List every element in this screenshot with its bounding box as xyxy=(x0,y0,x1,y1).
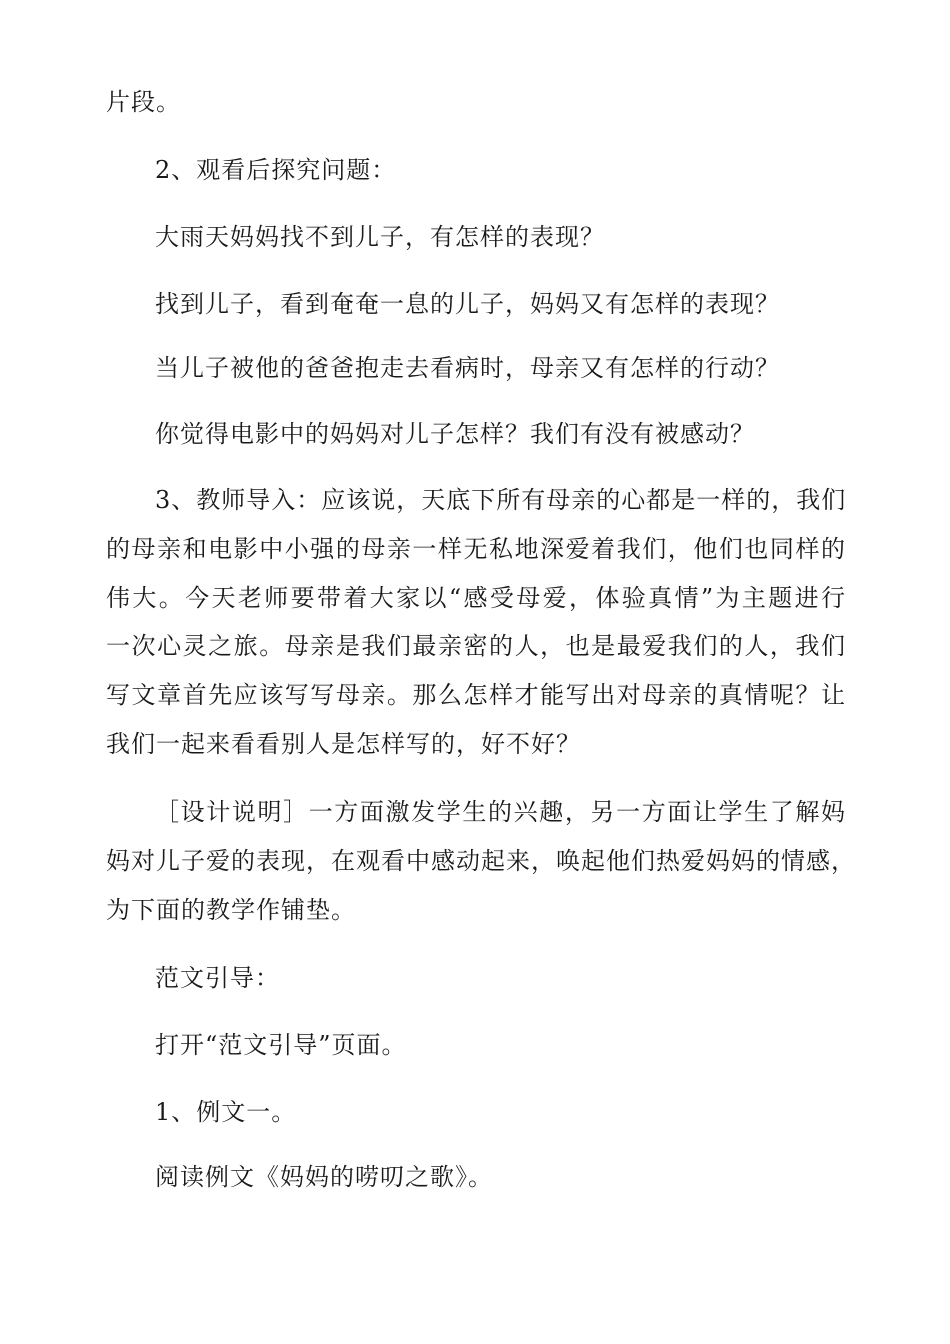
question-line: 大雨天妈妈找不到儿子，有怎样的表现？ xyxy=(155,223,605,251)
paragraph-line: 我们一起来看看别人是怎样写的，好不好？ xyxy=(106,730,581,758)
section-heading: 2、观看后探究问题： xyxy=(155,156,397,184)
design-note-line: 为下面的教学作铺垫。 xyxy=(106,896,356,924)
question-line: 当儿子被他的爸爸抱走去看病时，母亲又有怎样的行动？ xyxy=(155,354,780,382)
question-line: 找到儿子，看到奄奄一息的儿子，妈妈又有怎样的表现？ xyxy=(155,290,780,318)
paragraph-line: 的母亲和电影中小强的母亲一样无私地深爱着我们，他们也同样的 xyxy=(106,535,846,563)
paragraph-line: 一次心灵之旅。母亲是我们最亲密的人，也是最爱我们的人，我们 xyxy=(106,632,846,660)
paragraph-line: 片段。 xyxy=(106,88,181,116)
section-heading: 范文引导： xyxy=(155,964,280,992)
section-heading: 1、例文一。 xyxy=(155,1098,297,1126)
paragraph-line: 伟大。今天老师要带着大家以“感受母爱，体验真情”为主题进行 xyxy=(106,584,846,612)
design-note-line: 妈对儿子爱的表现，在观看中感动起来，唤起他们热爱妈妈的情感， xyxy=(106,847,856,875)
paragraph-line: 阅读例文《妈妈的唠叨之歌》。 xyxy=(155,1163,493,1191)
paragraph-line: 打开“范文引导”页面。 xyxy=(155,1031,407,1059)
design-note-line: ［设计说明］一方面激发学生的兴趣，另一方面让学生了解妈 xyxy=(155,798,846,826)
paragraph-line: 写文章首先应该写写母亲。那么怎样才能写出对母亲的真情呢？让 xyxy=(106,681,846,709)
question-line: 你觉得电影中的妈妈对儿子怎样？我们有没有被感动？ xyxy=(155,420,755,448)
paragraph-line: 3、教师导入：应该说，天底下所有母亲的心都是一样的，我们 xyxy=(155,486,847,514)
